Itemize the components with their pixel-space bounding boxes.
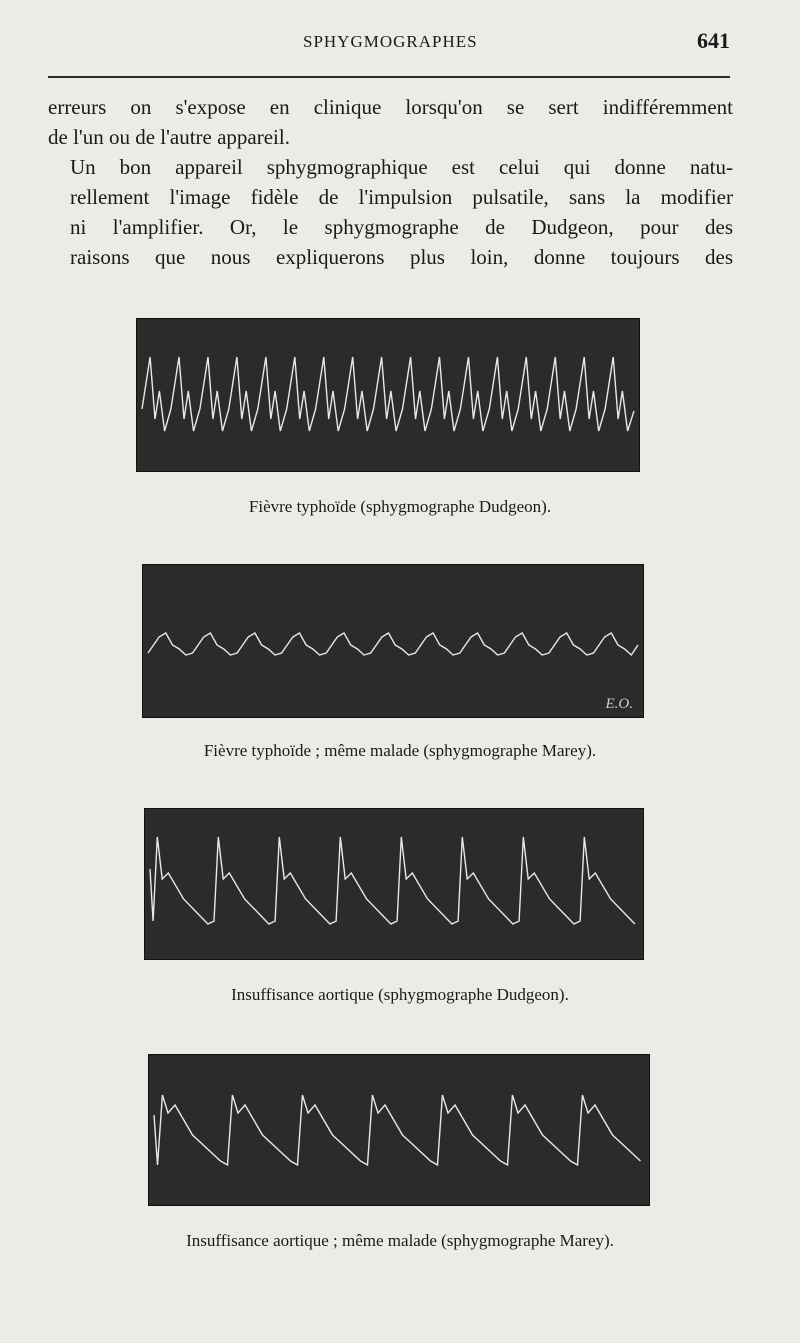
figure-1-caption: Fièvre typhoïde (sphygmographe Dudgeon). [248, 497, 552, 516]
page-header [48, 28, 730, 60]
text-line: raisons que nous expliquerons plus loin, donne toujours des [70, 245, 733, 269]
running-title: SPHYGMOGRAPHES [303, 32, 478, 51]
figure-3-caption: Insuffisance aortique (sphygmographe Dudgeon). [231, 985, 569, 1004]
pulse-trace-line [142, 357, 634, 431]
figure-1-trace [136, 318, 640, 472]
text-line: rellement l'image fidèle de l'impulsion pulsatile, sans la modifier [70, 185, 733, 209]
text-line: Un bon appareil sphygmographique est celui qui donne natu- [70, 155, 733, 179]
pulse-trace-svg [145, 809, 643, 959]
pulse-trace-svg [149, 1055, 649, 1205]
pulse-trace-line [154, 1095, 641, 1165]
header-rule [48, 76, 730, 78]
engraver-initials: E.O. [605, 696, 633, 712]
text-line: ni l'amplifier. Or, le sphygmographe de Dudgeon, pour des [70, 215, 733, 239]
pulse-trace-svg [143, 565, 643, 717]
figure-4-caption: Insuffisance aortique ; même malade (sphygmographe Marey). [186, 1231, 614, 1250]
figure-2-caption: Fièvre typhoïde ; même malade (sphygmographe Marey). [203, 741, 597, 760]
figure-3-trace [144, 808, 644, 960]
pulse-trace-svg [137, 319, 639, 471]
text-line: de l'un ou de l'autre appareil. [48, 125, 290, 149]
body-text [48, 92, 733, 272]
page-number: 641 [697, 28, 730, 53]
paragraph-2 [48, 152, 733, 272]
text-line: erreurs on s'expose en clinique lorsqu'on se sert indifféremment [48, 95, 733, 119]
pulse-trace-line [148, 633, 638, 655]
pulse-trace-line [150, 837, 635, 924]
paragraph-1 [48, 92, 733, 152]
figure-2-trace [142, 564, 644, 718]
figure-4-trace [148, 1054, 650, 1206]
